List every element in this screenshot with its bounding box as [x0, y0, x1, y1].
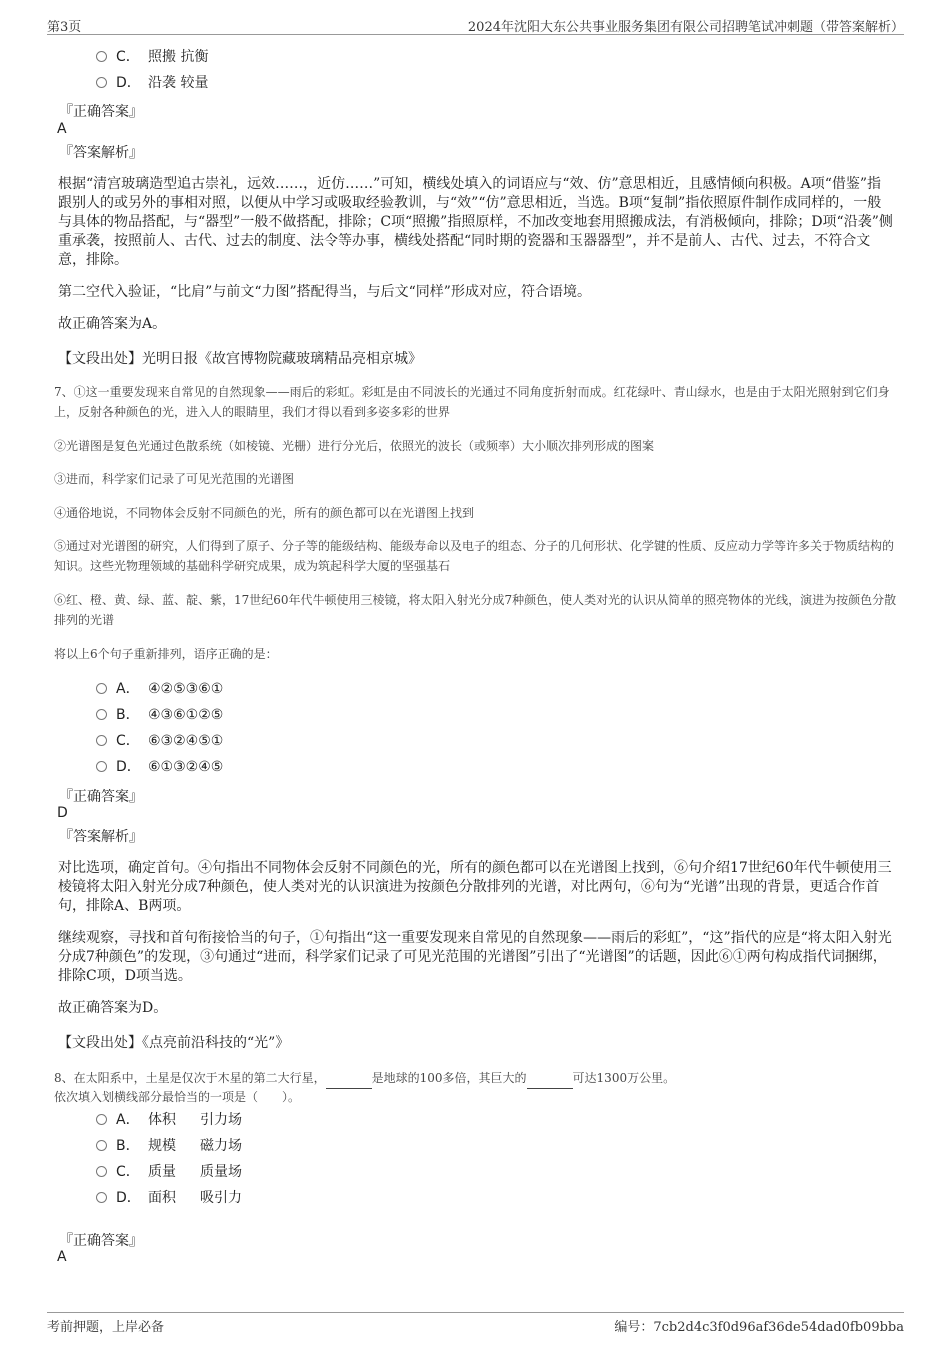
page-header	[47, 14, 904, 35]
radio-icon[interactable]	[96, 683, 107, 694]
page-footer	[47, 1312, 904, 1335]
q7-analysis-paragraph: 对比选项，确定首句。④句指出不同物体会反射不同颜色的光，所有的颜色都可以在光谱图上找到，⑥句介绍17世纪60年代牛顿使用三棱镜将太阳入射光分成7种颜色，使人类对光的认识演进为按颜色分散排列的光谱，对比两句，⑥句为“光谱”出现的背景，更适合作首句，排除A、B两项。	[58, 860, 892, 914]
radio-icon[interactable]	[96, 735, 107, 746]
q7-sentence: ③进而，科学家们记录了可见光范围的光谱图	[54, 472, 295, 486]
q7-answer-label: 『正确答案』	[59, 789, 143, 805]
q6-analysis-label: 『答案解析』	[59, 145, 143, 161]
q7-option-b[interactable]: B． ④③⑥①②⑤	[96, 705, 223, 725]
page-number: 第3页	[47, 20, 82, 35]
q7-option-c[interactable]: C． ⑥③②④⑤①	[96, 731, 223, 751]
q7-sentence: ⑤通过对光谱图的研究，人们得到了原子、分子等的能级结构、能级寿命以及电子的组态、分子的几何形状、化学键的性质、反应动力学等许多关于物质结构的知识。这些光物理领域的基础科学研究成果，成为筑起科学大厦的坚强基石	[54, 539, 895, 573]
q7-option-a[interactable]: A． ④②⑤③⑥①	[96, 679, 223, 699]
q7-sentence: ⑥红、橙、黄、绿、蓝、靛、紫，17世纪60年代牛顿使用三棱镜，将太阳入射光分成7种颜色，使人类对光的认识从简单的照亮物体的光线，演进为按颜色分散排列的光谱	[54, 593, 897, 627]
document-id: 编号：7cb2d4c3f0d96af36de54dad0fb09bba	[614, 1320, 904, 1335]
q7-source: 【文段出处】《点亮前沿科技的“光”》	[58, 1035, 290, 1051]
blank-2	[527, 1068, 573, 1089]
q7-answer: D	[57, 805, 68, 821]
radio-icon[interactable]	[96, 1192, 107, 1203]
q6-source: 【文段出处】光明日报《故宫博物院藏玻璃精品亮相京城》	[58, 351, 422, 367]
q7-sentence: 7、①这一重要发现来自常见的自然现象——雨后的彩虹。彩虹是由不同波长的光通过不同角度折射而成。红花绿叶、青山绿水，也是由于太阳光照射到它们身上，反射各种颜色的光，进入人的眼睛里，我们才得以看到多姿多彩的世界	[54, 385, 890, 419]
radio-icon[interactable]	[96, 709, 107, 720]
document-title: 2024年沈阳大东公共事业服务集团有限公司招聘笔试冲刺题（带答案解析）	[467, 20, 904, 35]
q8-stem: 8、在太阳系中，土星是仅次于木星的第二大行星， 是地球的100多倍，其巨大的 可达1300万公里。	[54, 1068, 904, 1089]
q8-option-b[interactable]: B． 规模 磁力场	[96, 1136, 242, 1156]
radio-icon[interactable]	[96, 1114, 107, 1125]
q6-option-d[interactable]: D． 沿袭 较量	[96, 73, 208, 93]
q7-stem: 将以上6个句子重新排列，语序正确的是：	[54, 647, 278, 661]
q7-analysis-label: 『答案解析』	[59, 829, 143, 845]
blank-1	[326, 1068, 372, 1089]
q7-option-d[interactable]: D． ⑥①③②④⑤	[96, 757, 223, 777]
q8-answer-label: 『正确答案』	[59, 1233, 143, 1249]
q8-option-d[interactable]: D． 面积 吸引力	[96, 1188, 242, 1208]
q6-answer-label: 『正确答案』	[59, 104, 143, 120]
q6-analysis-paragraph: 故正确答案为A。	[58, 316, 167, 332]
footer-slogan: 考前押题，上岸必备	[47, 1320, 165, 1335]
radio-icon[interactable]	[96, 77, 107, 88]
q7-sentence: ②光谱图是复色光通过色散系统（如棱镜、光栅）进行分光后，依照光的波长（或频率）大小顺次排列形成的图案	[54, 439, 655, 453]
radio-icon[interactable]	[96, 761, 107, 772]
q7-analysis-paragraph: 继续观察，寻找和首句衔接恰当的句子，①句指出“这一重要发现来自常见的自然现象——雨后的彩虹”，“这”指代的应是“将太阳入射光分成7种颜色”的发现，③句通过“进而，科学家们记录了可见光范围的光谱图”引出了“光谱图”的话题，因此⑥①两句构成指代词捆绑，排除C项，D项当选。	[58, 930, 892, 984]
radio-icon[interactable]	[96, 1140, 107, 1151]
q6-analysis-paragraph: 第二空代入验证，“比肩”与前文“力图”搭配得当，与后文“同样”形成对应，符合语境。	[58, 284, 591, 300]
q7-analysis-paragraph: 故正确答案为D。	[58, 1000, 168, 1016]
q8-answer: A	[57, 1249, 67, 1265]
q6-analysis-paragraph: 根据“清宫玻璃造型追古崇礼，远效……，近仿……”可知，横线处填入的词语应与“效、仿”意思相近，且感情倾向积极。A项“借鉴”指跟别人的或另外的事相对照，以便从中学习或吸取经验教训，与“效”“仿”意思相近，当选。B项“复制”指依照原件制作成同样的，一般与具体的物品搭配，与“器型”一般不做搭配，排除；C项“照搬”指照原样，不加改变地套用照搬成法，有消极倾向，排除；D项“沿袭”侧重承袭，按照前人、古代、过去的制度、法令等办事，横线处搭配“同时期的瓷器和玉器器型”，并不是前人、古代、过去，不符合文意，排除。	[58, 176, 893, 268]
radio-icon[interactable]	[96, 1166, 107, 1177]
radio-icon[interactable]	[96, 51, 107, 62]
q8-option-c[interactable]: C． 质量 质量场	[96, 1162, 242, 1182]
q6-answer: A	[57, 121, 67, 137]
q8-stem-instruction: 依次填入划横线部分最恰当的一项是（ ）。	[54, 1090, 301, 1104]
q8-option-a[interactable]: A． 体积 引力场	[96, 1110, 242, 1130]
q7-sentence: ④通俗地说，不同物体会反射不同颜色的光，所有的颜色都可以在光谱图上找到	[54, 506, 475, 520]
q6-option-c[interactable]: C． 照搬 抗衡	[96, 47, 208, 67]
